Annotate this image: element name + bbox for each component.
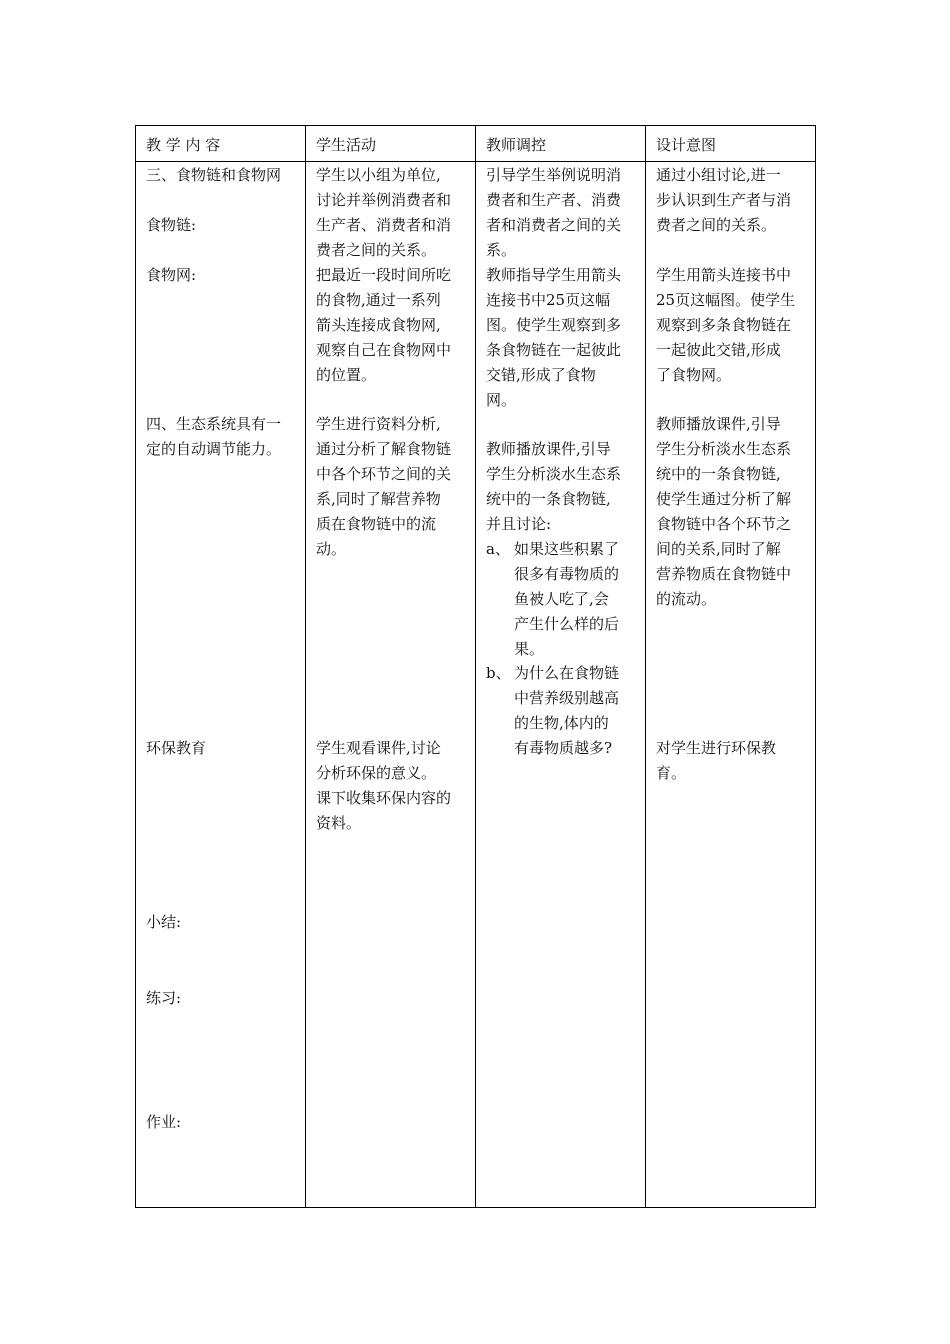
column-divider (475, 126, 476, 1207)
header-student-activity: 学生活动 (316, 136, 377, 154)
section-self-regulation: 四、生态系统具有一 定的自动调节能力。 (146, 415, 282, 458)
question-a-text: 如果这些积累了 很多有毒物质的 鱼被人吃了,会 产生什么样的后 果。 (514, 540, 620, 658)
column-divider (305, 126, 306, 1207)
list-marker-a: a、 (486, 540, 510, 558)
design-intent-analysis: 教师播放课件,引导 学生分析淡水生态系 统中的一条食物链, 使学生通过分析了解 食物链中各个环节之 间的关系,同时了解 营养物质在食物链中 的流动。 (656, 415, 792, 608)
design-intent-environment: 对学生进行环保教 育。 (656, 739, 777, 782)
column-divider (645, 126, 646, 1207)
section-food-chain-web: 三、食物链和食物网 (146, 166, 282, 184)
student-activity-discussion: 学生以小组为单位, 讨论并举例消费者和 生产者、消费者和消 费者之间的关系。 (316, 166, 452, 259)
teacher-guidance-examples: 引导学生举例说明消 费者和生产者、消费 者和消费者之间的关 系。 (486, 166, 622, 259)
label-environmental-education: 环保教育 (146, 739, 207, 757)
lesson-plan-table (135, 125, 816, 1208)
header-teacher-guidance: 教师调控 (486, 136, 547, 154)
design-intent-food-web: 学生用箭头连接书中 25页这幅图。使学生 观察到多条食物链在 一起彼此交错,形成 了食物网。 (656, 266, 796, 384)
header-row-divider (136, 161, 815, 162)
label-summary: 小结: (146, 913, 182, 931)
list-marker-b: b、 (486, 664, 511, 682)
question-b-text: 为什么在食物链 中营养级别越高 的生物,体内的 有毒物质越多? (514, 664, 620, 757)
student-activity-environment: 学生观看课件,讨论 分析环保的意义。 课下收集环保内容的 资料。 (316, 739, 452, 832)
student-activity-food-web: 把最近一段时间所吃 的食物,通过一系列 箭头连接成食物网, 观察自己在食物网中 的位置。 (316, 266, 452, 384)
header-design-intent: 设计意图 (656, 136, 717, 154)
teacher-guidance-arrows: 教师指导学生用箭头 连接书中25页这幅 图。使学生观察到多 条食物链在一起彼此 交错,形成了食物 网。 (486, 266, 622, 409)
label-food-web: 食物网: (146, 266, 197, 284)
discussion-question-b (486, 661, 641, 761)
label-practice: 练习: (146, 989, 182, 1007)
discussion-question-a (486, 537, 641, 662)
teacher-guidance-courseware: 教师播放课件,引导 学生分析淡水生态系 统中的一条食物链, 并且讨论: (486, 440, 622, 533)
student-activity-analysis: 学生进行资料分析, 通过分析了解食物链 中各个环节之间的关 系,同时了解营养物 质在食物链中的流 动。 (316, 415, 452, 558)
header-teaching-content: 教 学 内 容 (146, 136, 221, 154)
label-homework: 作业: (146, 1113, 182, 1131)
design-intent-discussion: 通过小组讨论,进一 步认识到生产者与消 费者之间的关系。 (656, 166, 792, 234)
label-food-chain: 食物链: (146, 216, 197, 234)
